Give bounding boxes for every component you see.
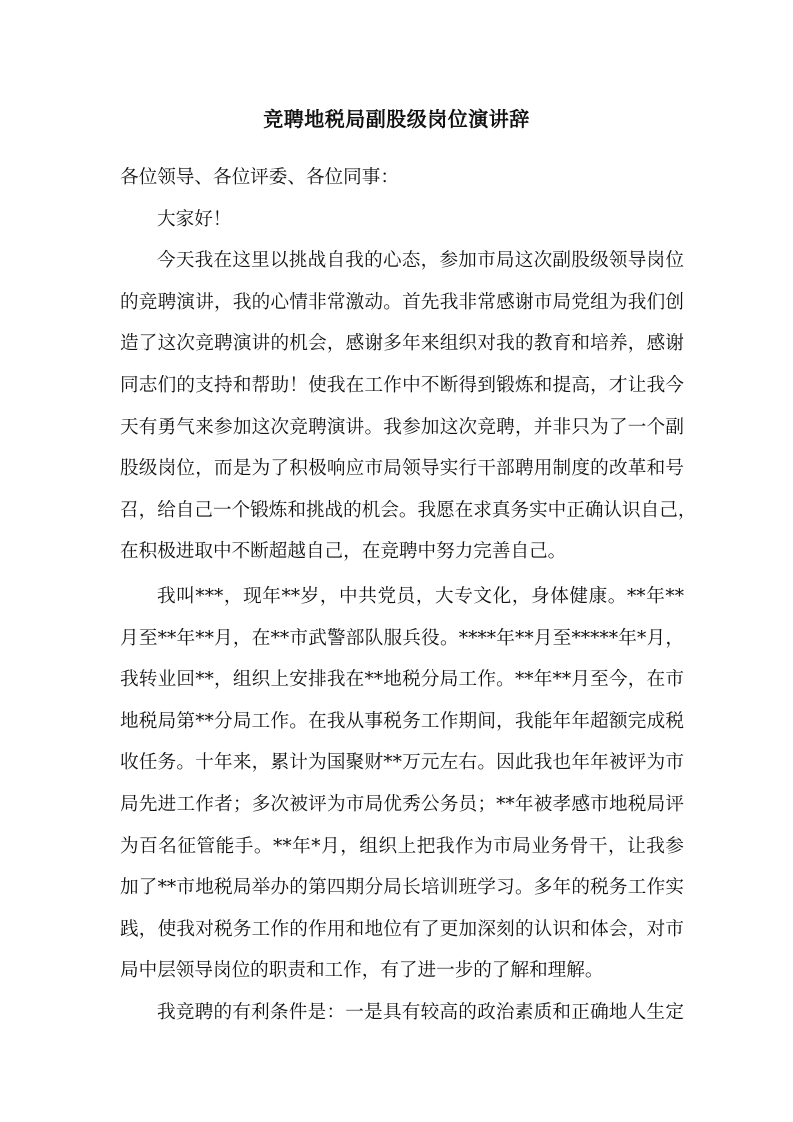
text-line: 局中层领导岗位的职责和工作，有了进一步的了解和理解。 [120,960,604,982]
paragraph-intro [120,246,697,579]
salutation [120,163,684,205]
text-line: 我转业回**，组织上安排我在**地税分局工作。**年**月至今，在市 [120,669,684,691]
text-line: 地税局第**分局工作。在我从事税务工作期间，我能年年超额完成税 [120,710,684,732]
document-title: 竞聘地税局副股级岗位演讲辞 [263,107,530,131]
text-line: 为百名征管能手。**年*月，组织上把我作为市局业务骨干，让我参 [120,835,684,857]
text-line: 月至**年**月，在**市武警部队服兵役。****年**月至*****年*月， [120,627,684,649]
greeting [120,205,684,247]
paragraph-background [120,582,684,998]
text-line: 今天我在这里以挑战自我的心态，参加市局这次副股级领导岗位 [157,250,684,272]
paragraph-conditions [120,998,684,1040]
text-line: 召，给自己一个锻炼和挑战的机会。我愿在求真务实中正确认识自己， [120,499,697,521]
text-line: 践，使我对税务工作的作用和地位有了更加深刻的认识和体会，对市 [120,918,684,940]
text-line: 各位领导、各位评委、各位同事： [120,167,399,188]
text-line: 股级岗位，而是为了积极响应市局领导实行干部聘用制度的改革和号 [120,458,684,480]
text-line: 天有勇气来参加这次竞聘演讲。我参加这次竞聘，并非只为了一个副 [120,416,684,438]
text-line: 局先进工作者；多次被评为市局优秀公务员；**年被孝感市地税局评 [120,793,684,815]
text-line: 同志们的支持和帮助！使我在工作中不断得到锻炼和提高，才让我今 [120,374,684,396]
text-line: 在积极进取中不断超越自己，在竞聘中努力完善自己。 [120,541,567,563]
document-body [120,163,697,1039]
text-line: 我叫***，现年**岁，中共党员，大专文化，身体健康。**年** [157,585,684,607]
text-line: 的竞聘演讲，我的心情非常激动。首先我非常感谢市局党组为我们创 [120,291,684,313]
text-line: 造了这次竞聘演讲的机会，感谢多年来组织对我的教育和培养，感谢 [120,333,684,355]
text-line: 大家好！ [157,208,232,230]
text-line: 加了**市地税局举办的第四期分局长培训班学习。多年的税务工作实 [120,877,684,899]
text-line: 收任务。十年来，累计为国聚财**万元左右。因此我也年年被评为市 [120,752,684,774]
text-line: 我竞聘的有利条件是：一是具有较高的政治素质和正确地人生定 [157,1001,684,1023]
